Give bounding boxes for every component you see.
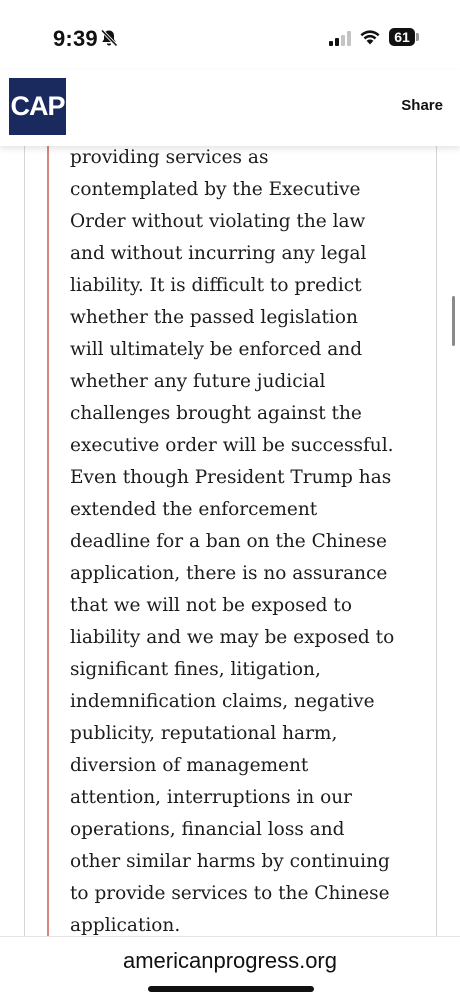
status-bar bbox=[0, 0, 460, 70]
battery-icon: 61 bbox=[389, 28, 415, 46]
article-line: that we will not be exposed to bbox=[70, 595, 352, 616]
article-line: Even though President Trump has bbox=[70, 467, 392, 488]
article-line: challenges brought against the bbox=[70, 403, 362, 424]
article-line: significant fines, litigation, bbox=[70, 659, 321, 680]
article-line: attention, interruptions in our bbox=[70, 787, 352, 808]
article-line: extended the enforcement bbox=[70, 499, 318, 520]
article-line: whether the passed legislation bbox=[70, 307, 358, 328]
status-time: 9:39 bbox=[53, 26, 98, 51]
cap-logo[interactable]: CAP bbox=[9, 78, 66, 135]
article-line: operations, financial loss and bbox=[70, 819, 345, 840]
share-button[interactable]: Share bbox=[401, 97, 443, 114]
article-line: indemnification claims, negative bbox=[70, 691, 375, 712]
home-indicator[interactable] bbox=[148, 986, 314, 992]
article-line: Order without violating the law bbox=[70, 211, 366, 232]
article-line: and without incurring any legal bbox=[70, 243, 367, 264]
article-line: contemplated by the Executive bbox=[70, 179, 361, 200]
article-line: liability. It is difficult to predict bbox=[70, 275, 362, 296]
article-line: executive order will be successful. bbox=[70, 435, 394, 456]
bell-muted-icon bbox=[99, 28, 119, 48]
article-line: diversion of management bbox=[70, 755, 309, 776]
article-line: providing services as bbox=[70, 147, 269, 168]
battery-cap bbox=[416, 33, 419, 41]
content-frame-right bbox=[436, 146, 437, 936]
article-paragraph bbox=[70, 146, 430, 936]
wifi-icon bbox=[359, 27, 381, 45]
browser-url-bar[interactable] bbox=[0, 936, 460, 1000]
article-line: liability and we may be exposed to bbox=[70, 627, 395, 648]
url-text[interactable]: americanprogress.org bbox=[123, 948, 337, 973]
article-line: application, there is no assurance bbox=[70, 563, 388, 584]
cellular-signal-icon bbox=[329, 31, 351, 46]
article-line: will ultimately be enforced and bbox=[70, 339, 363, 360]
blockquote-rule bbox=[47, 146, 49, 936]
scrollbar-thumb[interactable] bbox=[452, 296, 455, 346]
site-header bbox=[0, 70, 460, 146]
article-line: whether any future judicial bbox=[70, 371, 326, 392]
article-content bbox=[0, 146, 460, 936]
article-line: publicity, reputational harm, bbox=[70, 723, 338, 744]
article-line: to provide services to the Chinese bbox=[70, 883, 390, 904]
article-line: deadline for a ban on the Chinese bbox=[70, 531, 387, 552]
content-frame-left bbox=[24, 146, 25, 936]
article-line: application. bbox=[70, 915, 181, 936]
article-line: other similar harms by continuing bbox=[70, 851, 390, 872]
